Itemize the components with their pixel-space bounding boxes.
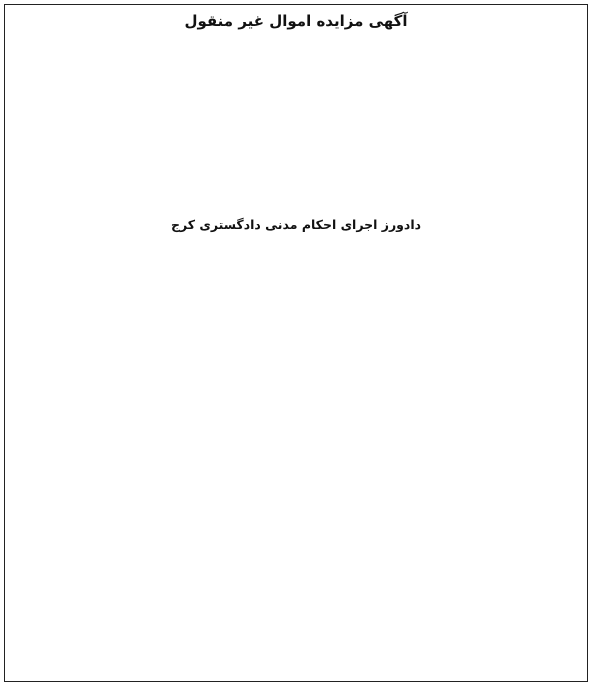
item-description-paragraph — [17, 90, 575, 108]
fee-note-paragraph — [17, 195, 575, 213]
unit-description-paragraph — [17, 125, 575, 143]
terms-heading — [17, 55, 575, 73]
area-note-paragraph — [17, 107, 575, 125]
note-heading — [17, 160, 575, 178]
notice-title: آگهی مزایده اموال غیر منقول — [184, 12, 408, 30]
floor-note-paragraph — [17, 142, 575, 160]
final-note-paragraph — [17, 177, 575, 195]
terms-paragraph — [17, 72, 575, 90]
notice-body — [17, 37, 575, 212]
auction-notice — [4, 4, 588, 682]
signature-line: دادورز اجرای احکام مدنی دادگستری کرج — [170, 217, 422, 232]
intro-paragraph — [17, 37, 575, 55]
